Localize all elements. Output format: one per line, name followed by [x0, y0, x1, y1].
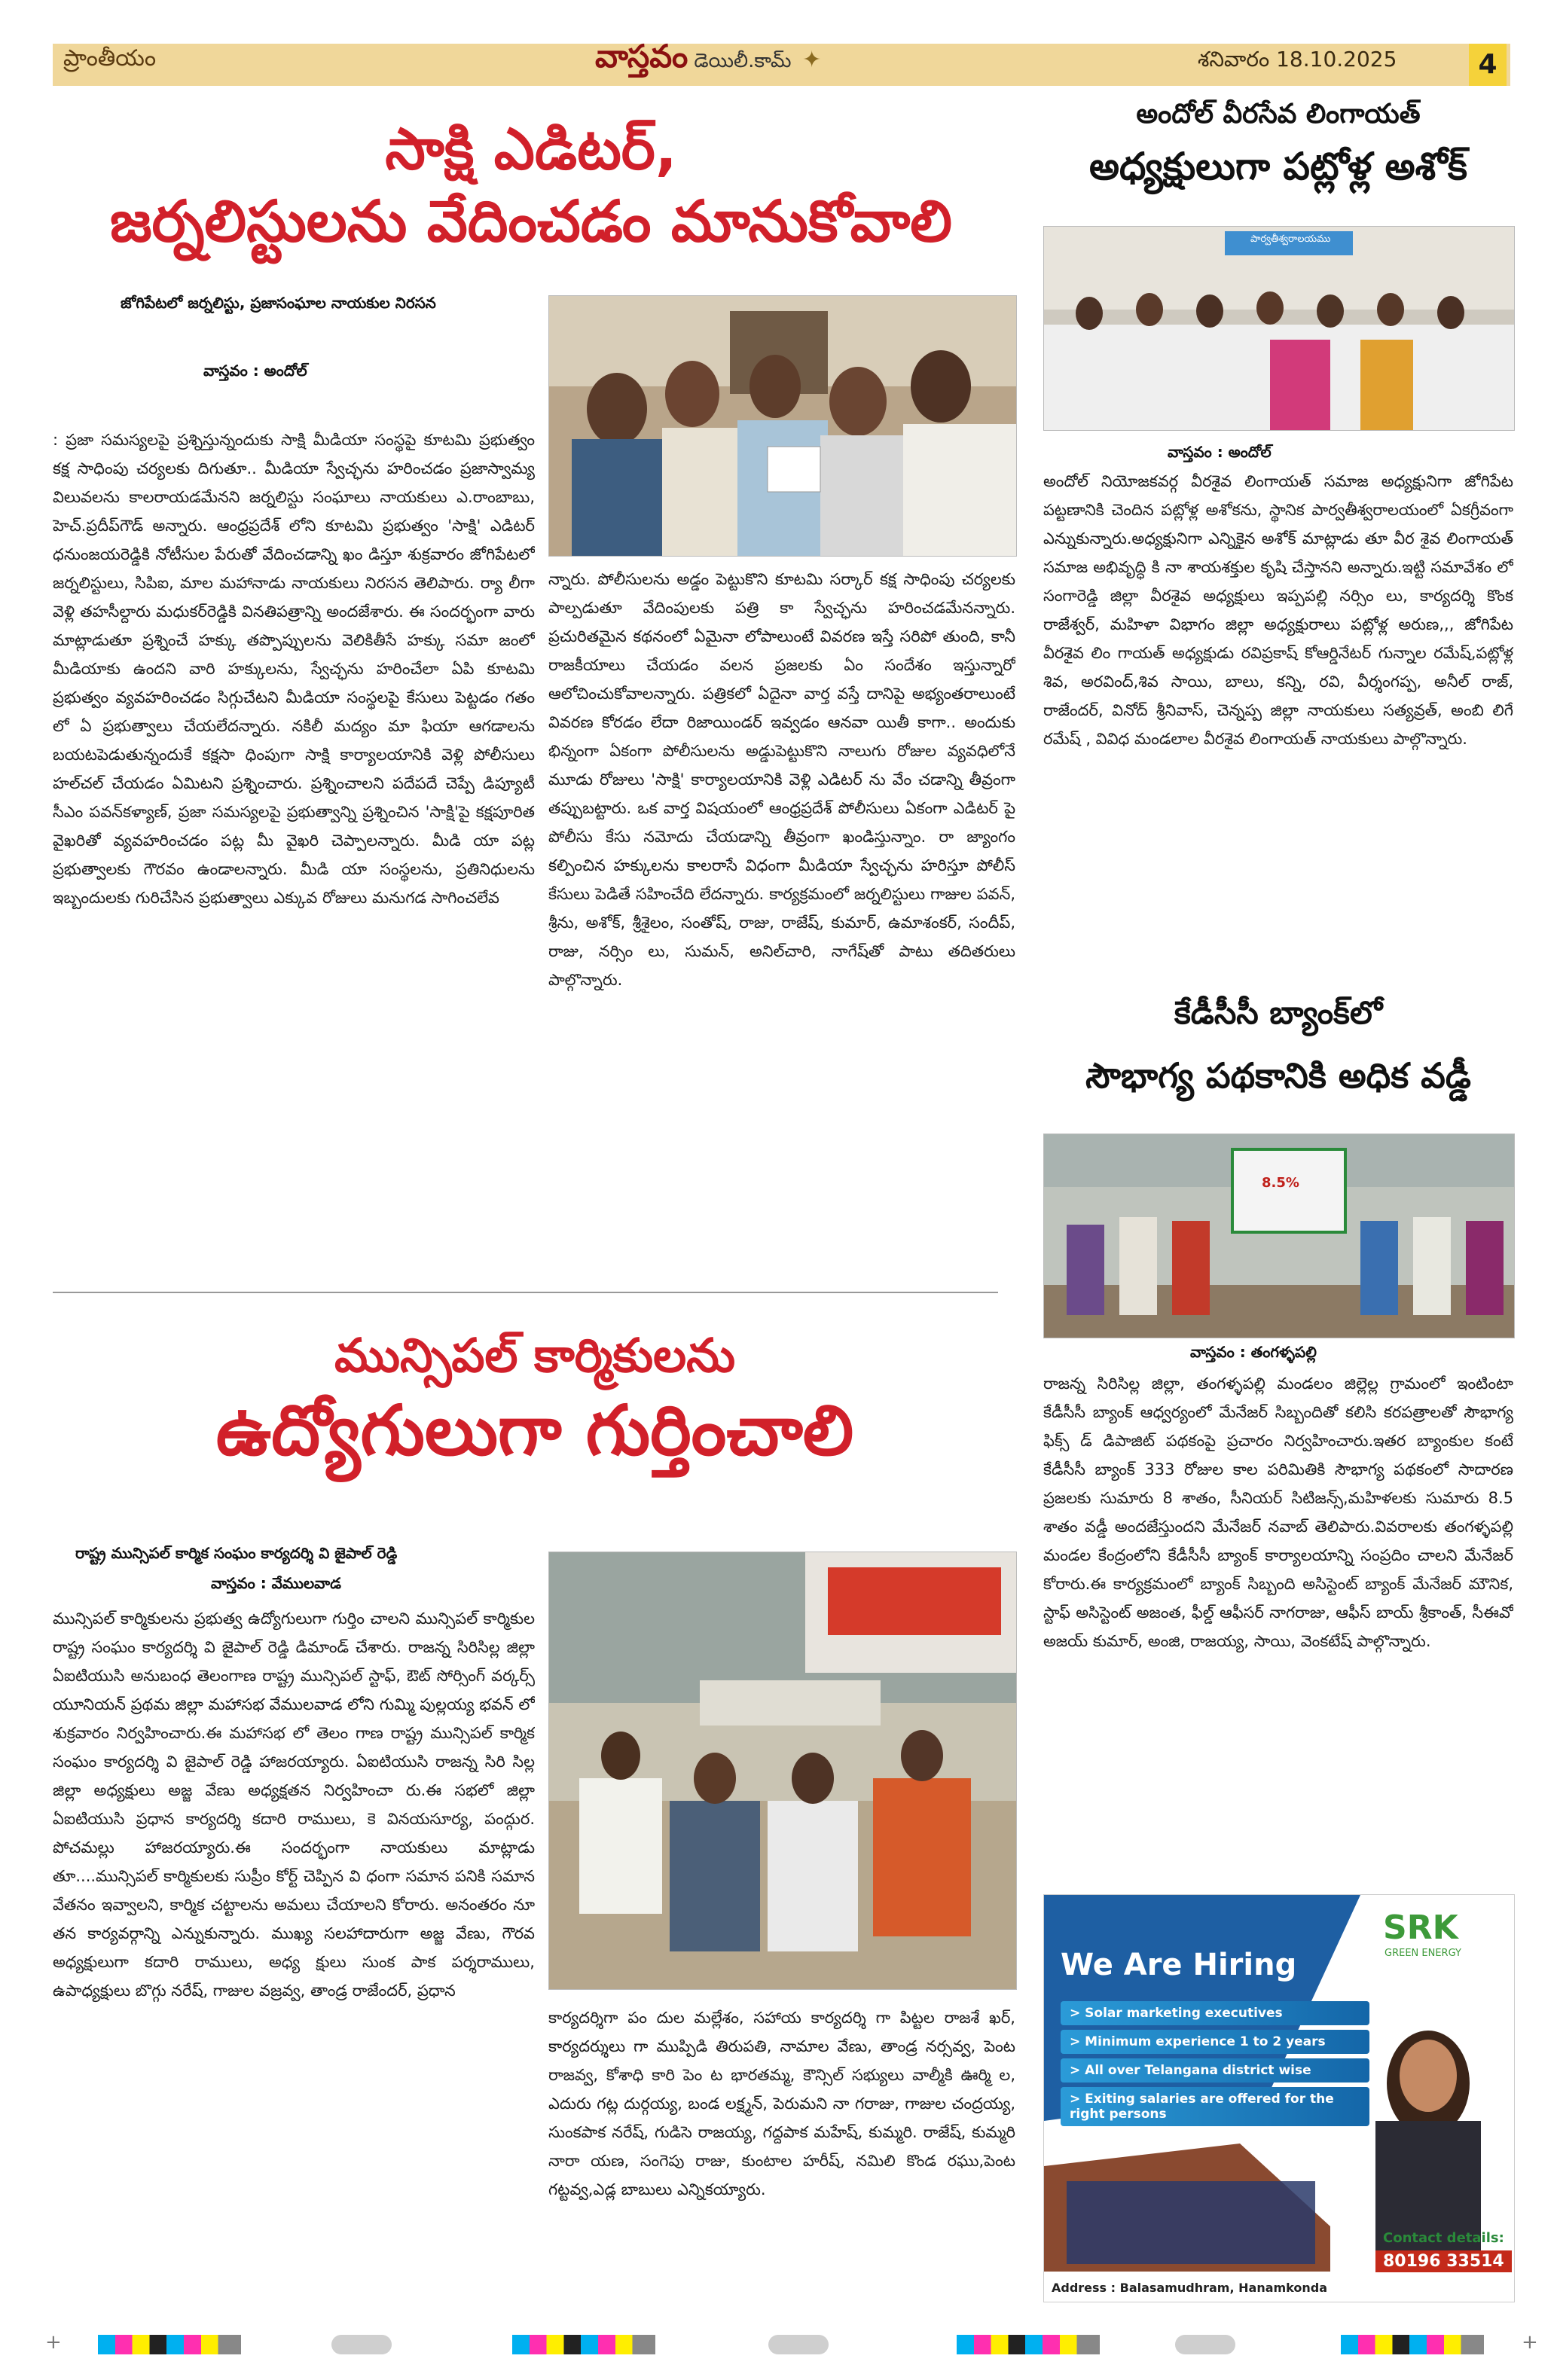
story4-banner-rate: 8.5% — [1262, 1175, 1299, 1191]
ad-title: We Are Hiring — [1061, 1948, 1297, 1982]
meeting-photo — [549, 1552, 1016, 1989]
gray-patch-1 — [331, 2335, 392, 2354]
bank-campaign-photo — [1044, 1134, 1514, 1338]
story1-dateline: వాస్తవం : అందోల్ — [203, 362, 307, 380]
ad-bullet-1: > Solar marketing executives — [1061, 2001, 1369, 2025]
story1-headline-line2: జర్నలిస్టులను వేదించడం మానుకోవాలి — [110, 188, 952, 255]
story4-headline-line2: సౌభాగ్య పథకానికి అధిక వడ్డీ — [1085, 1055, 1471, 1096]
story2-dateline: వాస్తవం : వేములవాడ — [211, 1574, 341, 1592]
masthead-website: డెయిలీ.కామ్ — [694, 50, 792, 72]
masthead-title: వాస్తవం — [595, 38, 688, 75]
hiring-advertisement[interactable] — [1043, 1894, 1515, 2302]
page-number: 4 — [1469, 44, 1507, 86]
color-bar-2 — [512, 2335, 655, 2354]
story3-headline-line2: అధ్యక్షులుగా పట్లోళ్ల అశోక్ — [1088, 145, 1468, 188]
bird-logo-icon: ✦ — [802, 47, 822, 73]
ad-bullet-3: > All over Telangana district wise — [1061, 2058, 1369, 2082]
story1-column2: న్నారు. పోలీసులను అడ్డం పెట్టుకొని కూటమి సర్కార్ కక్ష సాధింపు చర్యలకు పాల్పడుతూ వేదింపులకు పత్రి కా స్వేచ్ఛను హరించడమేనన్నారు. ప్రచురితమైన కథనంలో ఏమైనా లోపాలుంటే వివరణ ఇస్తే సరిపో తుంది, కానీ రాజకీయాలు చేయడం వలన ప్రజలకు ఏం సందేశం ఇస్తున్నారో ఆలోచించుకోవాలన్నారు. పత్రికలో ఏదైనా వార్త వస్తే దానిపై అభ్యంతరాలుంటే వివరణ కోరడం లేదా రిజాయిండర్ ఇవ్వడం ఆనవా యితీ కాగా.. అందుకు భిన్నంగా ఏకంగా పోలీసులను అడ్డుపెట్టుకొని నాలుగు రోజుల వ్యవధిలోనే మూడు రోజులు 'సాక్షి' కార్యాలయానికి వెళ్లి ఎడిటర్ ను వేం చడాన్ని తీవ్రంగా తప్పుబట్టారు. ఒక వార్త విషయంలో ఆంధ్రప్రదేశ్ పోలీసులు ఏకంగా ఎడిటర్ పై పోలీసు కేసు నమోదు చేయడాన్ని తీవ్రంగా ఖండిస్తున్నాం. రా జ్యాంగం కల్పించిన హక్కులను కాలరాసే విధంగా మీడియా స్వేచ్ఛను హరిస్తూ పోలీస్ కేసులు పెడితే సహించేది లేదన్నారు. కార్యక్రమంలో జర్నలిస్టులు గాజుల పవన్, శ్రీను, అశోక్, శ్రీశైలం, సంతోష్, రాజు, రాజేష్, కుమార్, ఉమాశంకర్, సందీప్, రాజు, నర్సిం లు, సుమన్, అనిల్‌చారి, నాగేష్‌తో పాటు తదితరులు పాల్గొన్నారు. — [548, 570, 1015, 989]
color-bar-1 — [98, 2335, 241, 2354]
story2-headline-line2: ఉద్యోగులుగా గుర్తించాలి — [215, 1390, 854, 1471]
story1-headline-line1: సాక్షి ఎడిటర్, — [385, 115, 677, 182]
ad-bullet-list — [1061, 1997, 1369, 2131]
story2-headline — [53, 1326, 1017, 1476]
story4-body: రాజన్న సిరిసిల్ల జిల్లా, తంగళ్ళపల్లి మండలం జిల్లెల్ల గ్రామంలో ఇంటింటా కేడీసీసీ బ్యాంక్ ఆధ్వర్యంలో మేనేజర్ సిబ్బందితో కలిసి కరపత్రాలతో సౌభాగ్య ఫిక్స్ డ్ డిపాజిట్ పథకంపై ప్రచారం నిర్వహించారు.ఇతర బ్యాంకుల కంటే కేడీసీసీ బ్యాంక్ 333 రోజుల కాల పరిమితికి సౌభాగ్య పథకంలో సాదారణ ప్రజలకు సుమారు 8 శాతం, సీనియర్ సిటిజన్స్,మహిళలకు సుమారు 8.5 శాతం వడ్డీ అందజేస్తుందని మేనేజర్ నవాబ్ తెలిపారు.వివరాలకు తంగళ్ళపల్లి మండల కేంద్రంలోని కేడీసీసీ బ్యాంక్ కార్యాలయాన్ని సంప్రదిం చాలని మేనేజర్ కోరారు.ఈ కార్యక్రమంలో బ్యాంక్ సిబ్బంది అసిస్టెంట్ బ్యాంక్ మేనేజర్ మౌనిక, స్టాఫ్ అసిస్టెంట్ అజంత, ఫీల్డ్ ఆఫీసర్ నాగరాజు, ఆఫీస్ బాయ్ శ్రీకాంత్, సీఈవో అజయ్ కుమార్, అంజి, రాజయ్య, సాయి, వెంకటేష్ పాల్గొన్నారు. — [1043, 1375, 1513, 1650]
ad-brand-logo: SRK — [1383, 1909, 1458, 1947]
story4-photo — [1043, 1134, 1515, 1338]
story3-headline-line1: అందోల్ వీరసేవ లింగాయత్ — [1136, 99, 1421, 130]
story1-column1: : ప్రజా సమస్యలపై ప్రశ్నిస్తున్నందుకు సాక్షి మీడియా సంస్థపై కూటమి ప్రభుత్వం కక్ష సాధింపు చర్యలకు దిగుతూ.. మీడియా స్వేచ్ఛను హరించడం ప్రజాస్వామ్య విలువలను కాలరాయడమేనని జర్నలిస్టు సంఘాలు నాయకులు ఎ.రాంబాబు, హెచ్.ప్రదీప్‌గౌడ్ అన్నారు. ఆంధ్రప్రదేశ్ లోని కూటమి ప్రభుత్వం 'సాక్షి' ఎడిటర్ ధనుంజయరెడ్డికి నోటీసుల పేరుతో వేదించడాన్ని ఖం డిస్తూ శుక్రవారం జోగిపేటలో జర్నలిస్టులు, సిపిఐ, మాల మహానాడు నాయకులు నిరసన తెలిపారు. ర్యా లీగా వెళ్లి తహసీల్దారు మధుకర్‌రెడ్డికి వినతిపత్రాన్ని అందజేశారు. ఈ సందర్భంగా వారు మాట్లాడుతూ ప్రశ్నించే హక్కు తప్పొప్పులను వెలికితీసే హక్కు సమా జంలో మీడియాకు ఉందని వారి హక్కులను, స్వేచ్ఛను హరించేలా ఏపి కూటమి ప్రభుత్వం వ్యవహరించడం సిగ్గుచేటని మీడియా సంస్థలపై కేసులు పెట్టడం గతం లో ఏ ప్రభుత్వాలు చేయలేదన్నారు. నకిలీ మద్యం మా ఫియా ఆగడాలను బయటపెడుతున్నందుకే కక్షసా ధింపుగా సాక్షి కార్యాలయానికి వెళ్లి పోలీసులు హల్‌చల్ చేయడం ఏమిటని ప్రశ్నించారు. ప్రశ్నించాలని పదేపదే చెప్పే డిప్యూటీ సీఎం పవన్‌కళ్యాణ్, ప్రజా సమస్యలపై ప్రభుత్వాన్ని ప్రశ్నించిన 'సాక్షి'పై కక్షపూరిత వైఖరితో వ్యవహరించడం పట్ల మీ వైఖరి చెప్పాలన్నారు. మీడి యా పట్ల ప్రభుత్వాలకు గౌరవం ఉండాలన్నారు. మీడి యా సంస్థలను, ప్రతినిధులను ఇబ్బందులకు గురిచేసిన ప్రభుత్వాలు ఎక్కువ రోజులు మనుగడ సాగించలేవ — [53, 431, 535, 907]
story4-headline-line1: కేడీసీసీ బ్యాంక్‌లో — [1174, 994, 1383, 1031]
story2-headline-line1: మున్సిపల్ కార్మికులను — [334, 1328, 736, 1383]
story3-body: అందోల్ నియోజకవర్గ వీరశైవ లింగాయత్ సమాజ అధ్యక్షునిగా జోగిపేట పట్టణానికి చెందిన పట్లోళ్ల అశోకను, స్థానిక పార్వతీశ్వరాలయంలో ఏకగ్రీవంగా ఎన్నుకున్నారు.అధ్యక్షునిగా ఎన్నికైన అశోక్ మాట్లాడు తూ వీర శైవ లింగాయత్ సమాజ అభివృద్ధి కి నా శాయశక్తుల కృషి చేస్తానని అన్నారు.ఇట్టి సమావేశం లో సంగారెడ్డి జిల్లా వీరశైవ అధ్యక్షులు ఇప్పపల్లి నర్సిం లు, కార్యదర్శి కొంక రాజేశ్వర్, మహిళా విభాగం జిల్లా అధ్యక్షురాలు పట్లోళ్ల అరుణ,,, జోగిపేట వీరశైవ లిం గాయత్ అధ్యక్షుడు రవిప్రకాష్ కోఆర్డినేటర్ గున్నాల రమేష్,పట్లోళ్ల శివ, అరవింద్,శివ సాయి, బాలు, కన్ని, రవి, వీర్శంగప్ప, అనీల్ రాజ్, రాజేందర్, వినోద్ శ్రీనివాస్, చెన్నప్ప జిల్లా నాయకులు సత్యవ్రత్, అంబి లిగే రమేష్ , వివిధ మండలాల వీరశైవ లింగాయత్ నాయకులు పాల్గొన్నారు. — [1043, 472, 1513, 748]
story1-photo — [548, 295, 1017, 557]
color-bar-4 — [1341, 2335, 1484, 2354]
story4-dateline: వాస్తవం : తంగళ్ళపల్లి — [1190, 1343, 1317, 1361]
story4-headline — [1043, 983, 1513, 1108]
story1-headline — [53, 113, 1009, 258]
masthead — [595, 38, 821, 83]
story3-photo-banner: పార్వతీశ్వరాలయము — [1250, 233, 1331, 245]
story2-photo — [548, 1552, 1017, 1990]
ad-bullet-4: > Exiting salaries are offered for the right persons — [1061, 2087, 1369, 2126]
ad-contact-label: Contact details: — [1383, 2230, 1504, 2246]
ad-phone[interactable]: 80196 33514 — [1375, 2250, 1512, 2272]
registration-crosshair-right: + — [1522, 2331, 1538, 2354]
story1-kicker: జోగిపేటలో జర్నలిస్టు, ప్రజాసంఘాల నాయకుల నిరసన — [121, 294, 436, 312]
issue-date: శనివారం 18.10.2025 — [1198, 47, 1397, 72]
registration-crosshair-left: + — [45, 2331, 62, 2354]
gray-patch-2 — [768, 2335, 829, 2354]
ad-bullet-2: > Minimum experience 1 to 2 years — [1061, 2030, 1369, 2054]
story3-photo — [1043, 226, 1515, 431]
ad-brand-subtitle: GREEN ENERGY — [1385, 1948, 1461, 1959]
story2-kicker: రాష్ట్ర మున్సిపల్ కార్మిక సంఘం కార్యదర్శి వి జైపాల్ రెడ్డి — [75, 1544, 398, 1562]
section-divider — [53, 1292, 998, 1293]
story3-dateline: వాస్తవం : అందోల్ — [1168, 443, 1272, 461]
gray-patch-3 — [1175, 2335, 1235, 2354]
section-label: ప్రాంతీయం — [63, 45, 157, 72]
story2-column2: కార్యదర్శిగా పం దుల మల్లేశం, సహాయ కార్యదర్శి గా పిట్టల రాజశే ఖర్, కార్యదర్శులు గా ముప్పిడి తిరుపతి, నామాల వేణు, తాండ్ర నర్సవ్వ, పెంట రాజవ్వ, కోశాధి కారి పెం ట భారతమ్మ, కౌన్సిల్ సభ్యులు వాల్మీకి ఊర్మి ల, ఎదురు గట్ల దుర్గయ్య, బండ లక్ష్మన్, పెరుమని నా గరాజు, గాజుల చంద్రయ్య, సుంకపాక నరేష్, గుడిసె రాజయ్య, గద్దపాక మహేష్, కుమ్మరి. రాజేష్, కుమ్మరి నారా యణ, సంగెపు రాజు, కుంటాల హరీష్, నమిలి కొండ రఘు,పెంట గట్టవ్వ,ఎడ్ల బాబులు ఎన్నికయ్యారు. — [548, 2009, 1015, 2198]
color-bar-3 — [957, 2335, 1100, 2354]
story2-column1: మున్సిపల్ కార్మికులను ప్రభుత్వ ఉద్యోగులుగా గుర్తిం చాలని మున్సిపల్ కార్మికుల రాష్ట్ర సంఘం కార్యదర్శి వి జైపాల్ రెడ్డి డిమాండ్ చేశారు. రాజన్న సిరిసిల్ల జిల్లా ఏఐటియుసి అనుబంధ తెలంగాణ రాష్ట్ర మున్సిపల్ స్టాఫ్, ఔట్ సోర్సింగ్ వర్కర్స్ యూనియన్ ప్రథమ జిల్లా మహాసభ వేములవాడ లోని గుమ్మి పుల్లయ్య భవన్ లో శుక్రవారం నిర్వహించారు.ఈ మహాసభ లో తెలం గాణ రాష్ట్ర మున్సిపల్ కార్మిక సంఘం కార్యదర్శి వి జైపాల్ రెడ్డి హాజరయ్యారు. ఏఐటియుసి రాజన్న సిరి సిల్ల జిల్లా అధ్యక్షులు అజ్జ వేణు అధ్యక్షతన నిర్వహించా రు.ఈ సభలో జిల్లా ఏఐటియుసి ప్రధాన కార్యదర్శి కదారి రాములు, కె వినయసూర్య, పంద్గుర. పోచమల్లు హాజరయ్యారు.ఈ సందర్భంగా నాయకులు మాట్లాడు తూ....మున్సిపల్ కార్మికులకు సుప్రీం కోర్ట్ చెప్పిన వి ధంగా సమాన పనికి సమాన వేతనం ఇవ్వాలని, కార్మిక చట్టాలను అమలు చేయాలని కోరారు. అనంతరం నూ తన కార్యవర్గాన్ని ఎన్నుకున్నారు. ముఖ్య సలహాదారుగా అజ్జ వేణు, గౌరవ అధ్యక్షులుగా కదారి రాములు, అధ్య క్షులు సుంక పాక పర్శరాములు, ఉపాధ్యక్షులు బొగ్గు నరేష్, గాజుల వజ్రవ్వ, తాండ్ర రాజేందర్, ప్రధాన — [53, 1610, 535, 2000]
lingayat-group-photo — [1044, 227, 1514, 430]
protest-group-photo — [549, 296, 1016, 556]
story3-headline — [1043, 94, 1513, 198]
ad-address: Address : Balasamudhram, Hanamkonda — [1052, 2281, 1328, 2295]
